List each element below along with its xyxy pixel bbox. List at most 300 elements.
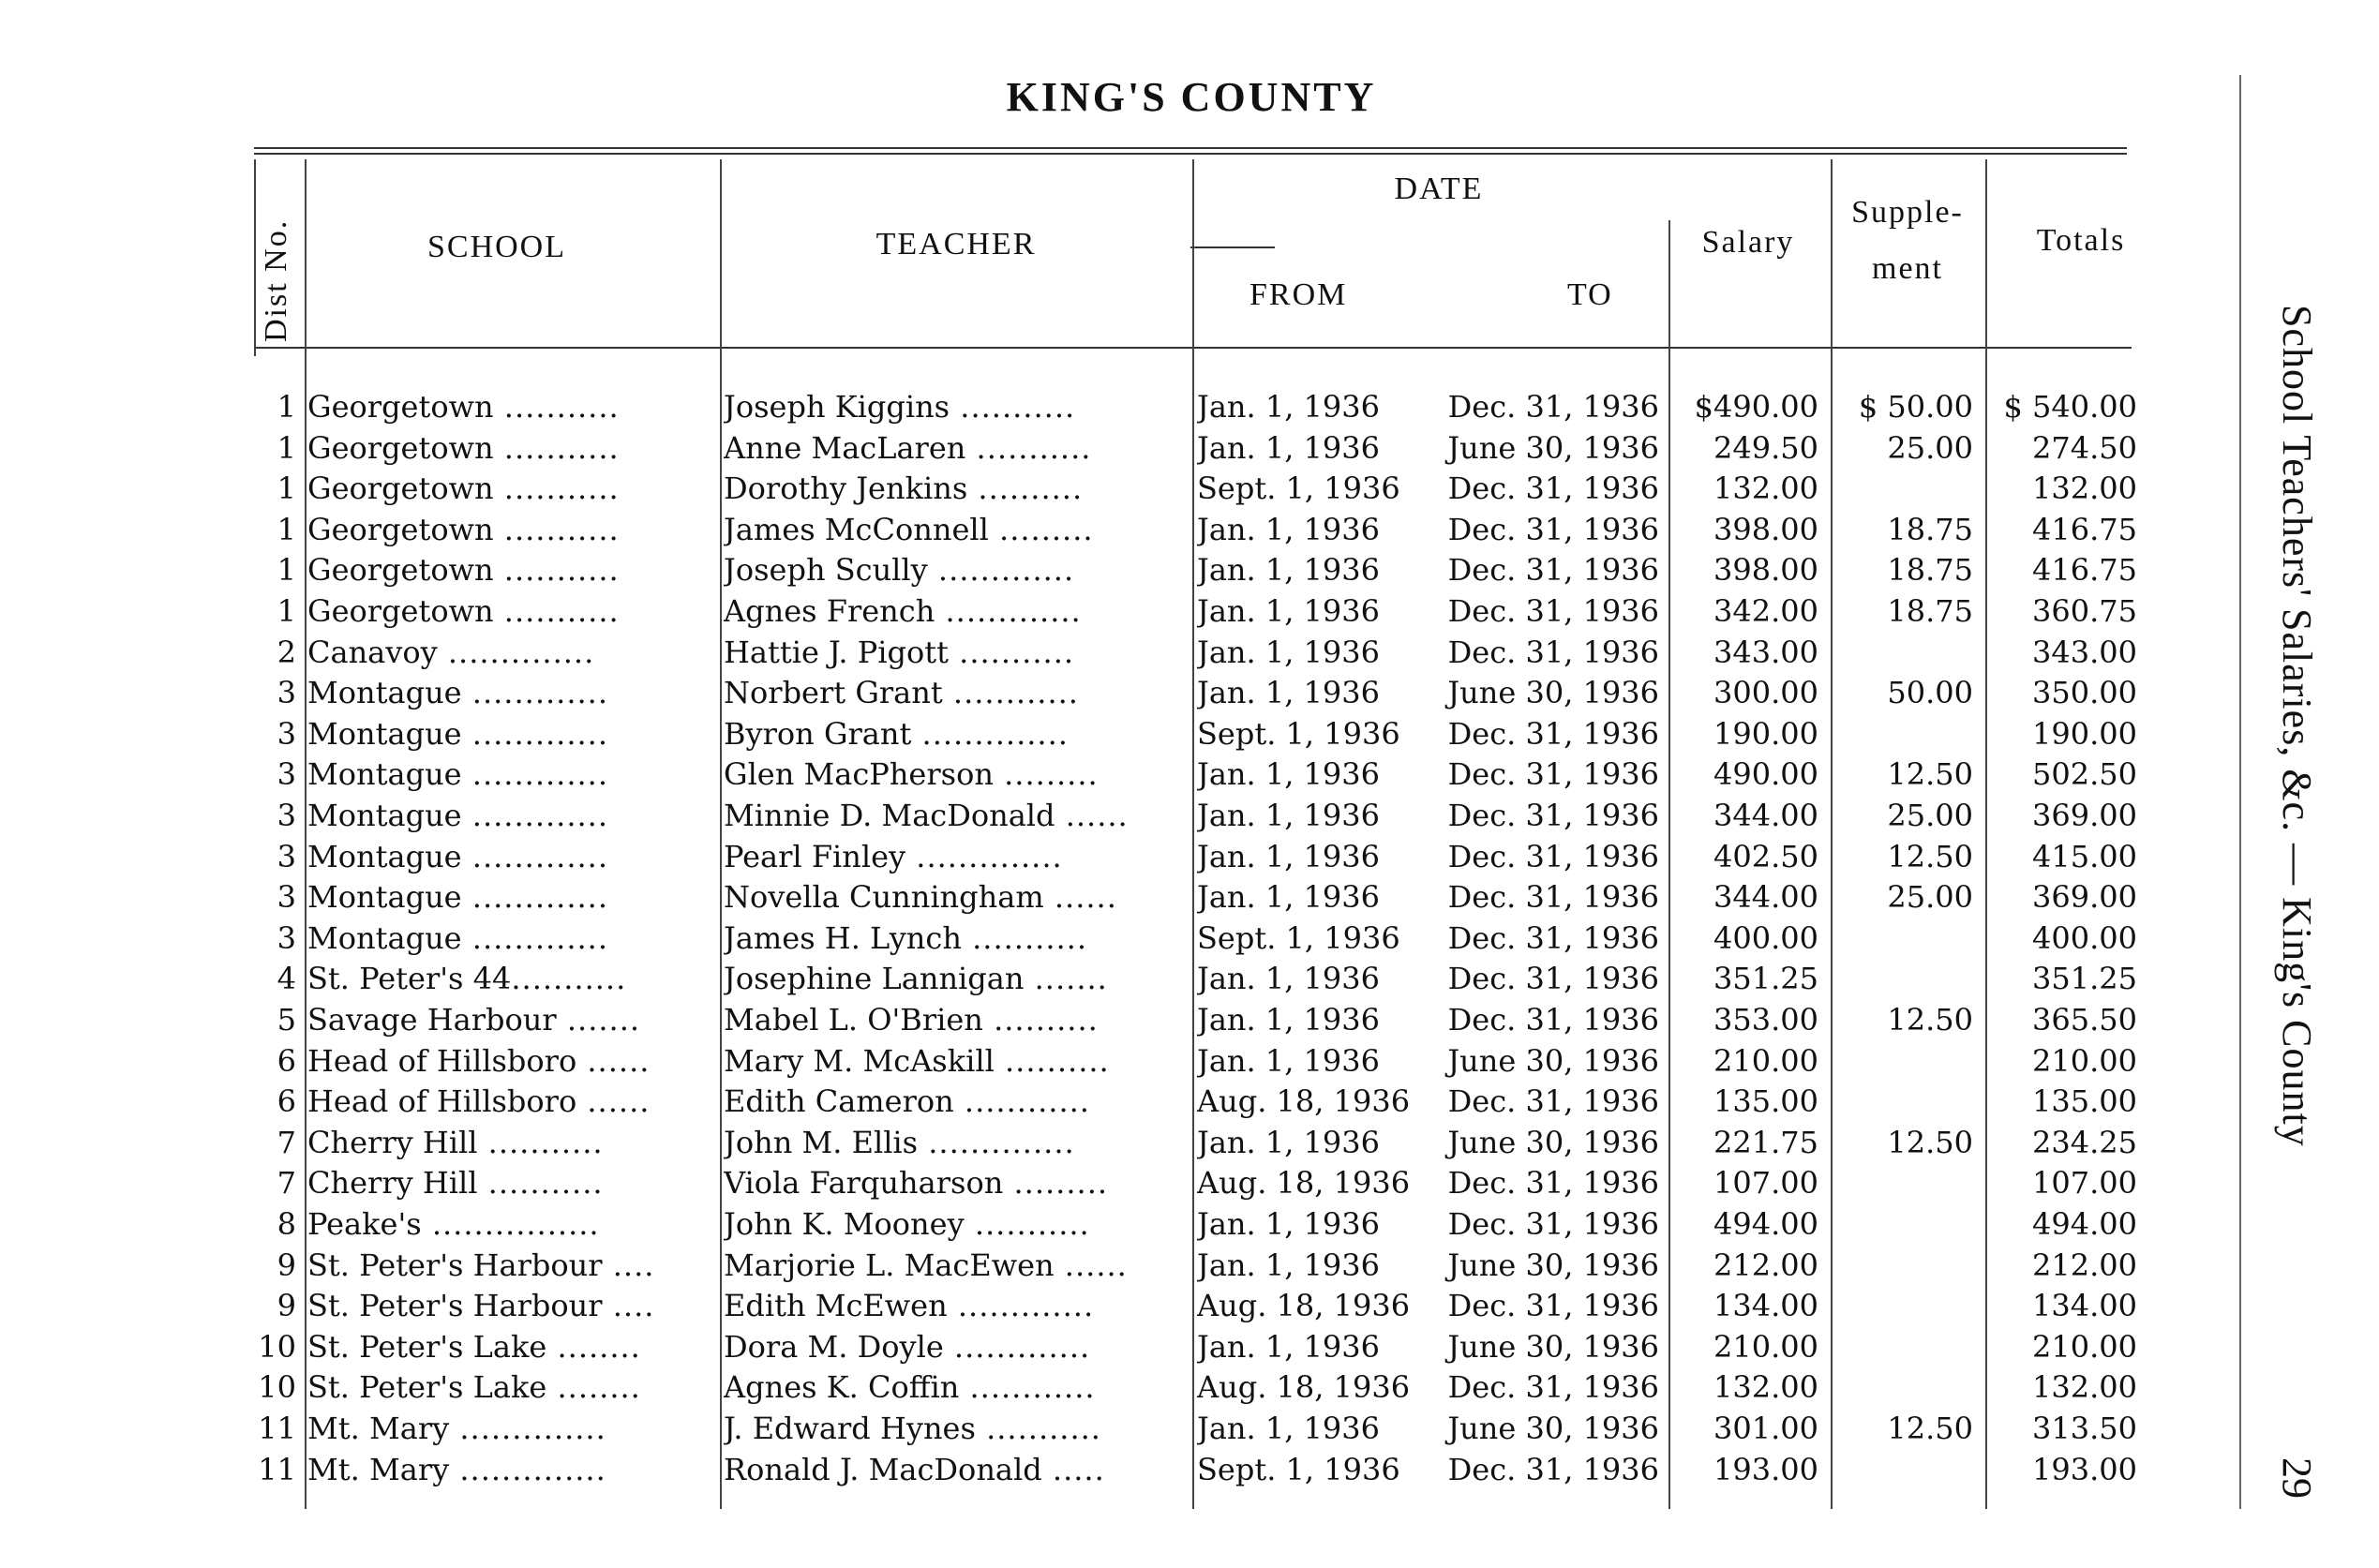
header-rule-top (254, 147, 2127, 149)
teacher-cell (724, 1204, 1188, 1246)
supplement-cell: 12.50 (1887, 1002, 1973, 1038)
table-row (0, 1163, 2379, 1204)
salary-cell: 300.00 (1713, 675, 1818, 711)
salary-cell: 134.00 (1713, 1288, 1818, 1324)
to-date-cell: Dec. 31, 1936 (1447, 1002, 1659, 1038)
teacher-name: Mary M. McAskill (724, 1042, 995, 1079)
teacher-name: Edith McEwen (724, 1288, 948, 1324)
leader-dots: .............. (449, 1451, 606, 1487)
salary-cell: 344.00 (1713, 798, 1818, 833)
teacher-cell (724, 1246, 1188, 1287)
school-cell (307, 1204, 711, 1246)
from-date-cell: Sept. 1, 1936 (1197, 1451, 1400, 1487)
supplement-cell: 12.50 (1887, 1411, 1973, 1446)
school-name: Montague (307, 715, 462, 752)
leader-dots: ..... (1041, 1451, 1105, 1487)
salary-cell: 342.00 (1713, 593, 1818, 629)
dist-cell: 3 (277, 919, 296, 956)
school-cell (307, 959, 711, 1000)
teacher-cell (724, 673, 1188, 714)
leader-dots: ....... (556, 1002, 641, 1038)
school-name: Georgetown (307, 593, 494, 629)
leader-dots: ............. (947, 1288, 1095, 1324)
teacher-name: Joseph Kiggins (724, 389, 950, 425)
salary-cell: 351.25 (1713, 961, 1818, 997)
teacher-cell (724, 837, 1188, 878)
leader-dots: ........... (493, 552, 620, 589)
salary-cell: 344.00 (1713, 879, 1818, 916)
school-name: St. Peter's Harbour (307, 1247, 603, 1283)
table-row (0, 1286, 2379, 1327)
from-date-cell: Jan. 1, 1936 (1197, 389, 1380, 425)
teacher-name: James McConnell (724, 511, 989, 547)
leader-dots: ............. (461, 798, 609, 833)
header-date: DATE (1394, 172, 1484, 206)
school-name: St. Peter's Lake (307, 1328, 547, 1365)
salary-cell: 402.50 (1713, 838, 1818, 874)
leader-dots: .... (602, 1288, 655, 1324)
leader-dots: ........... (493, 429, 620, 466)
table-row (0, 1409, 2379, 1450)
header-to: TO (1567, 277, 1613, 312)
to-date-cell: June 30, 1936 (1447, 429, 1659, 466)
teacher-cell (724, 1327, 1188, 1368)
school-name: Mt. Mary (307, 1451, 450, 1487)
teacher-cell (724, 754, 1188, 796)
school-cell (307, 877, 711, 918)
leader-dots: ............ (953, 1083, 1090, 1120)
school-name: Georgetown (307, 429, 494, 466)
dist-cell: 8 (277, 1206, 296, 1242)
from-date-cell: Jan. 1, 1936 (1197, 961, 1380, 997)
school-cell (307, 1450, 711, 1491)
total-cell: 135.00 (2032, 1083, 2137, 1120)
school-name: Montague (307, 756, 462, 793)
leader-dots: ........... (975, 1411, 1101, 1446)
salary-cell: 132.00 (1713, 1369, 1818, 1406)
teacher-cell (724, 796, 1188, 837)
school-name: Montague (307, 798, 462, 833)
teacher-cell (724, 469, 1188, 510)
salary-cell: 212.00 (1713, 1247, 1818, 1283)
leader-dots: ........... (950, 389, 1076, 425)
salary-cell: 353.00 (1713, 1002, 1818, 1038)
dist-cell: 7 (277, 1124, 296, 1160)
to-date-cell: June 30, 1936 (1447, 1411, 1659, 1446)
school-name: Mt. Mary (307, 1411, 450, 1446)
supplement-cell: 18.75 (1887, 593, 1973, 629)
leader-dots: ...... (1054, 1247, 1128, 1283)
header-from: FROM (1249, 277, 1348, 312)
supplement-cell: 18.75 (1887, 552, 1973, 589)
school-name: Georgetown (307, 389, 494, 425)
school-name: Canavoy (307, 634, 438, 670)
from-date-cell: Sept. 1, 1936 (1197, 715, 1400, 752)
leader-dots: .............. (918, 1124, 1075, 1160)
total-cell: 365.50 (2032, 1002, 2137, 1038)
school-cell (307, 918, 711, 960)
side-running-title: School Teachers' Salaries, &c. — King's County (2274, 305, 2320, 1147)
teacher-name: Josephine Lannigan (724, 961, 1025, 997)
table-row (0, 469, 2379, 510)
school-name: Head of Hillsboro (307, 1083, 577, 1120)
to-date-cell: Dec. 31, 1936 (1447, 634, 1659, 670)
dist-cell: 1 (277, 429, 296, 466)
teacher-name: Novella Cunningham (724, 879, 1044, 916)
to-date-cell: Dec. 31, 1936 (1447, 1165, 1659, 1202)
table-row (0, 510, 2379, 551)
to-date-cell: Dec. 31, 1936 (1447, 511, 1659, 547)
dist-cell: 9 (277, 1288, 296, 1324)
dist-cell: 11 (258, 1451, 296, 1487)
table-row (0, 1246, 2379, 1287)
teacher-name: Marjorie L. MacEwen (724, 1247, 1055, 1283)
leader-dots: .......... (982, 1002, 1099, 1038)
total-cell: 210.00 (2032, 1042, 2137, 1079)
leader-dots: ....... (1024, 961, 1108, 997)
to-date-cell: Dec. 31, 1936 (1447, 1083, 1659, 1120)
total-cell: 343.00 (2032, 634, 2137, 670)
leader-dots: .............. (905, 838, 1063, 874)
leader-dots: ............. (943, 1328, 1091, 1365)
total-cell: 107.00 (2032, 1165, 2137, 1202)
total-cell: 212.00 (2032, 1247, 2137, 1283)
school-cell (307, 387, 711, 428)
leader-dots: ...... (576, 1042, 651, 1079)
from-date-cell: Aug. 18, 1936 (1197, 1083, 1411, 1120)
table-row (0, 754, 2379, 796)
leader-dots: ........... (493, 389, 620, 425)
leader-dots: ............. (461, 756, 609, 793)
teacher-name: Byron Grant (724, 715, 912, 752)
dist-cell: 1 (277, 470, 296, 507)
dist-cell: 5 (277, 1002, 296, 1038)
side-rule (2239, 75, 2241, 1509)
page-number: 29 (2274, 1457, 2320, 1499)
leader-dots: ........... (477, 1124, 604, 1160)
dist-cell: 9 (277, 1247, 296, 1283)
teacher-name: Viola Farquharson (724, 1165, 1004, 1202)
salary-cell: 132.00 (1713, 470, 1818, 507)
teacher-cell (724, 1409, 1188, 1450)
table-row (0, 959, 2379, 1000)
teacher-name: Pearl Finley (724, 838, 906, 874)
dist-cell: 11 (258, 1411, 296, 1446)
school-name: St. Peter's Harbour (307, 1288, 603, 1324)
teacher-cell (724, 1123, 1188, 1164)
to-date-cell: Dec. 31, 1936 (1447, 715, 1659, 752)
to-date-cell: Dec. 31, 1936 (1447, 798, 1659, 833)
table-row (0, 1367, 2379, 1409)
dist-cell: 1 (277, 389, 296, 425)
total-cell: 351.25 (2032, 961, 2137, 997)
school-name: St. Peter's Lake (307, 1369, 547, 1406)
leader-dots: ................ (421, 1206, 600, 1242)
from-date-cell: Jan. 1, 1936 (1197, 511, 1380, 547)
school-name: St. Peter's 44 (307, 961, 512, 997)
teacher-cell (724, 550, 1188, 591)
dist-cell: 3 (277, 798, 296, 833)
table-row (0, 1000, 2379, 1041)
dist-cell: 3 (277, 756, 296, 793)
school-cell (307, 1246, 711, 1287)
salary-cell: 221.75 (1713, 1124, 1818, 1160)
salary-cell: 494.00 (1713, 1206, 1818, 1242)
supplement-cell: 25.00 (1887, 879, 1973, 916)
leader-dots: ............. (461, 919, 609, 956)
to-date-cell: Dec. 31, 1936 (1447, 879, 1659, 916)
school-name: Montague (307, 919, 462, 956)
to-date-cell: June 30, 1936 (1447, 675, 1659, 711)
header-teacher: TEACHER (875, 227, 1037, 261)
dist-cell: 1 (277, 511, 296, 547)
leader-dots: ........ (546, 1369, 641, 1406)
teacher-cell (724, 918, 1188, 960)
leader-dots: ...... (576, 1083, 651, 1120)
school-cell (307, 1163, 711, 1204)
from-date-cell: Aug. 18, 1936 (1197, 1165, 1411, 1202)
total-cell: 350.00 (2032, 675, 2137, 711)
dist-cell: 3 (277, 838, 296, 874)
from-date-cell: Jan. 1, 1936 (1197, 675, 1380, 711)
total-cell: 369.00 (2032, 879, 2137, 916)
leader-dots: ........... (493, 470, 620, 507)
to-date-cell: Dec. 31, 1936 (1447, 1369, 1659, 1406)
total-cell: 416.75 (2032, 552, 2137, 589)
total-cell: 400.00 (2032, 919, 2137, 956)
teacher-cell (724, 1163, 1188, 1204)
from-date-cell: Jan. 1, 1936 (1197, 429, 1380, 466)
leader-dots: ............. (461, 879, 609, 916)
table-row (0, 837, 2379, 878)
header-salary: Salary (1701, 225, 1795, 260)
dist-cell: 6 (277, 1083, 296, 1120)
teacher-name: Joseph Scully (724, 552, 928, 589)
leader-dots: .............. (449, 1411, 606, 1446)
from-date-cell: Jan. 1, 1936 (1197, 1247, 1380, 1283)
leader-dots: .......... (967, 470, 1084, 507)
leader-dots: ............ (959, 1369, 1096, 1406)
salary-cell: 343.00 (1713, 634, 1818, 670)
supplement-cell: 25.00 (1887, 429, 1973, 466)
header-rule-second (254, 153, 2127, 155)
school-cell (307, 796, 711, 837)
date-sub-rule (1190, 246, 1275, 248)
table-row (0, 591, 2379, 633)
school-name: Montague (307, 838, 462, 874)
header-dist-no: Dist No. (259, 218, 293, 342)
teacher-name: Mabel L. O'Brien (724, 1002, 983, 1038)
teacher-name: John K. Mooney (724, 1206, 965, 1242)
to-date-cell: June 30, 1936 (1447, 1124, 1659, 1160)
from-date-cell: Sept. 1, 1936 (1197, 470, 1400, 507)
from-date-cell: Jan. 1, 1936 (1197, 1206, 1380, 1242)
leader-dots: .............. (437, 634, 595, 670)
salary-cell: 249.50 (1713, 429, 1818, 466)
supplement-cell: 12.50 (1887, 838, 1973, 874)
school-cell (307, 550, 711, 591)
teacher-name: John M. Ellis (724, 1124, 919, 1160)
school-cell (307, 754, 711, 796)
teacher-name: Norbert Grant (724, 675, 943, 711)
total-cell: 360.75 (2032, 593, 2137, 629)
leader-dots: .......... (994, 1042, 1110, 1079)
salary-cell: $490.00 (1694, 389, 1818, 425)
teacher-cell (724, 428, 1188, 470)
salary-cell: 193.00 (1713, 1451, 1818, 1487)
school-cell (307, 1286, 711, 1327)
from-date-cell: Jan. 1, 1936 (1197, 1328, 1380, 1365)
from-date-cell: Jan. 1, 1936 (1197, 756, 1380, 793)
to-date-cell: Dec. 31, 1936 (1447, 389, 1659, 425)
to-date-cell: June 30, 1936 (1447, 1042, 1659, 1079)
teacher-cell (724, 959, 1188, 1000)
teacher-name: Minnie D. MacDonald (724, 798, 1055, 833)
school-name: Georgetown (307, 511, 494, 547)
leader-dots: ............ (942, 675, 1079, 711)
teacher-name: Anne MacLaren (724, 429, 966, 466)
table-row (0, 918, 2379, 960)
teacher-cell (724, 1000, 1188, 1041)
school-cell (307, 673, 711, 714)
header-supplement-2: ment (1872, 251, 1943, 286)
dist-cell: 2 (277, 634, 296, 670)
leader-dots: ...... (1055, 798, 1129, 833)
school-cell (307, 714, 711, 755)
teacher-cell (724, 387, 1188, 428)
teacher-name: Dorothy Jenkins (724, 470, 968, 507)
table-row (0, 1082, 2379, 1123)
dist-cell: 10 (258, 1369, 296, 1406)
teacher-name: Glen MacPherson (724, 756, 994, 793)
leader-dots: ............. (461, 675, 609, 711)
dist-cell: 4 (277, 961, 296, 997)
to-date-cell: Dec. 31, 1936 (1447, 961, 1659, 997)
leader-dots: ........... (477, 1165, 604, 1202)
leader-dots: .... (602, 1247, 655, 1283)
leader-dots: ............. (927, 552, 1075, 589)
leader-dots: ........... (948, 634, 1075, 670)
teacher-cell (724, 510, 1188, 551)
to-date-cell: June 30, 1936 (1447, 1247, 1659, 1283)
school-name: Savage Harbour (307, 1002, 557, 1038)
school-name: Georgetown (307, 552, 494, 589)
supplement-cell: $ 50.00 (1858, 389, 1973, 425)
table-row (0, 550, 2379, 591)
teacher-cell (724, 1041, 1188, 1083)
total-cell: 415.00 (2032, 838, 2137, 874)
leader-dots: ...... (1043, 879, 1117, 916)
total-cell: 210.00 (2032, 1328, 2137, 1365)
total-cell: 416.75 (2032, 511, 2137, 547)
supplement-cell: 25.00 (1887, 798, 1973, 833)
teacher-cell (724, 591, 1188, 633)
total-cell: 193.00 (2032, 1451, 2137, 1487)
school-cell (307, 1123, 711, 1164)
teacher-name: James H. Lynch (724, 919, 962, 956)
supplement-cell: 12.50 (1887, 1124, 1973, 1160)
salary-cell: 210.00 (1713, 1328, 1818, 1365)
school-cell (307, 1327, 711, 1368)
page-title: KING'S COUNTY (1006, 74, 1377, 120)
dist-cell: 1 (277, 593, 296, 629)
school-name: Montague (307, 675, 462, 711)
school-cell (307, 1041, 711, 1083)
teacher-name: Hattie J. Pigott (724, 634, 949, 670)
to-date-cell: Dec. 31, 1936 (1447, 756, 1659, 793)
teacher-cell (724, 633, 1188, 674)
header-school: SCHOOL (426, 230, 567, 264)
table-row (0, 428, 2379, 470)
from-date-cell: Jan. 1, 1936 (1197, 593, 1380, 629)
supplement-cell: 12.50 (1887, 756, 1973, 793)
from-date-cell: Jan. 1, 1936 (1197, 1124, 1380, 1160)
table-row (0, 1327, 2379, 1368)
school-name: Cherry Hill (307, 1124, 478, 1160)
table-row (0, 673, 2379, 714)
salary-cell: 301.00 (1713, 1411, 1818, 1446)
dist-cell: 7 (277, 1165, 296, 1202)
total-cell: 369.00 (2032, 798, 2137, 833)
total-cell: 190.00 (2032, 715, 2137, 752)
school-name: Head of Hillsboro (307, 1042, 577, 1079)
from-date-cell: Jan. 1, 1936 (1197, 1411, 1380, 1446)
table-row (0, 633, 2379, 674)
school-cell (307, 1082, 711, 1123)
school-cell (307, 591, 711, 633)
from-date-cell: Jan. 1, 1936 (1197, 1042, 1380, 1079)
leader-dots: ............. (935, 593, 1082, 629)
school-cell (307, 510, 711, 551)
total-cell: 274.50 (2032, 429, 2137, 466)
header-totals: Totals (2036, 223, 2126, 258)
header-supplement-1: Supple- (1851, 195, 1964, 230)
school-name: Georgetown (307, 470, 494, 507)
school-name: Cherry Hill (307, 1165, 478, 1202)
dist-cell: 6 (277, 1042, 296, 1079)
teacher-name: Agnes French (724, 593, 935, 629)
salary-cell: 210.00 (1713, 1042, 1818, 1079)
teacher-cell (724, 877, 1188, 918)
from-date-cell: Jan. 1, 1936 (1197, 838, 1380, 874)
teacher-cell (724, 1082, 1188, 1123)
leader-dots: ......... (1003, 1165, 1109, 1202)
school-cell (307, 1000, 711, 1041)
total-cell: $ 540.00 (2003, 389, 2137, 425)
school-name: Peake's (307, 1206, 422, 1242)
leader-dots: ........... (493, 511, 620, 547)
table-row (0, 1450, 2379, 1491)
leader-dots: ......... (993, 756, 1099, 793)
to-date-cell: Dec. 31, 1936 (1447, 919, 1659, 956)
school-cell (307, 1367, 711, 1409)
teacher-name: Agnes K. Coffin (724, 1369, 960, 1406)
table-row (0, 387, 2379, 428)
total-cell: 134.00 (2032, 1288, 2137, 1324)
teacher-name: Ronald J. MacDonald (724, 1451, 1042, 1487)
total-cell: 502.50 (2032, 756, 2137, 793)
school-cell (307, 1409, 711, 1450)
teacher-cell (724, 1367, 1188, 1409)
leader-dots: ............. (461, 838, 609, 874)
salary-cell: 490.00 (1713, 756, 1818, 793)
teacher-cell (724, 1450, 1188, 1491)
to-date-cell: June 30, 1936 (1447, 1328, 1659, 1365)
to-date-cell: Dec. 31, 1936 (1447, 1206, 1659, 1242)
to-date-cell: Dec. 31, 1936 (1447, 470, 1659, 507)
to-date-cell: Dec. 31, 1936 (1447, 1451, 1659, 1487)
leader-dots: .............. (911, 715, 1069, 752)
